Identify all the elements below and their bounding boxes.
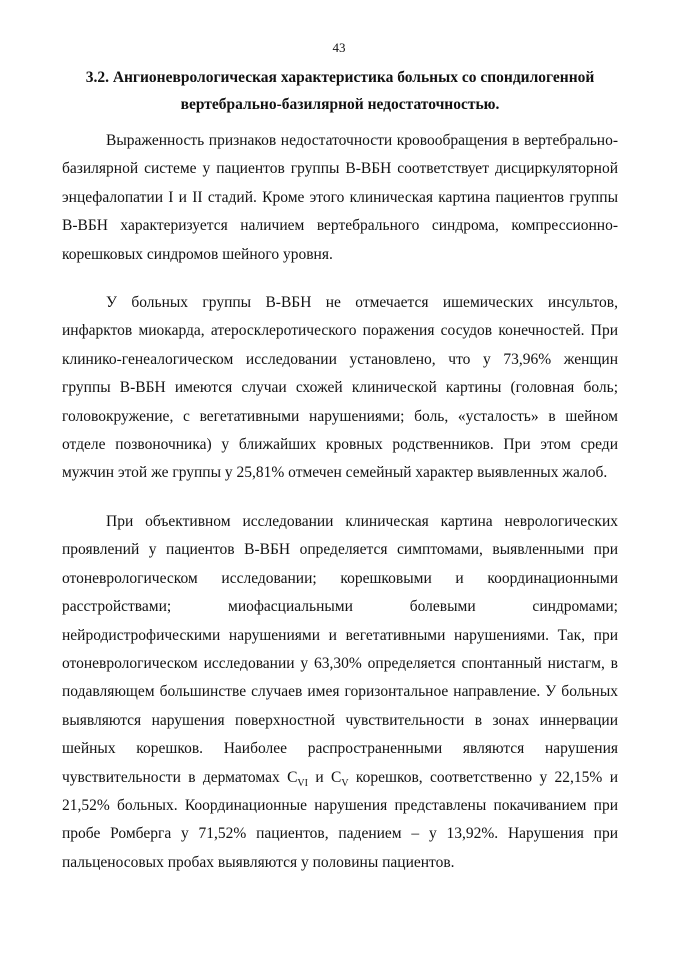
body-text [62, 127, 618, 877]
paragraph-1: Выраженность признаков недостаточности кровообращения в вертебрально-базилярной системе у пациентов группы В-ВБН соответствует дисциркуляторной энцефалопатии I и II стадий. Кроме этого клиническая картина пациентов группы В-ВБН характеризуется наличием вертебрального синдрома, компрессионно-корешковых синдромов шейного уровня. [62, 132, 618, 263]
paragraph-3-text-a: При объективном исследовании клиническая картина неврологических проявлений у пациентов В-ВБН определяется симптомами, выявленными при отоневрологическом исследовании; корешковыми и координационными расстройствами; миофасциальными болевыми синдромами; нейродистрофическими нарушениями и вегетативными нарушениями. Так, при отоневрологическом исследовании у 63,30% определяется спонтанный нистагм, в подавляющем большинстве случаев имея горизонтальное направление. У больных выявляются нарушения поверхностной чувствительности в зонах иннервации шейных корешков. Наиболее распространенными являются нарушения чувствительности в дерматомах C [62, 512, 618, 786]
section-heading-line-1: 3.2. Ангионеврологическая характеристика больных со спондилогенной [85, 69, 595, 86]
subscript-v: V [341, 777, 349, 789]
paragraph-3 [62, 508, 618, 877]
subscript-vi: VI [297, 777, 308, 789]
section-heading [60, 64, 620, 118]
paragraph-2: У больных группы В-ВБН не отмечается ишемических инсультов, инфарктов миокарда, атеросклеротического поражения сосудов конечностей. При клинико-генеалогическом исследовании установлено, что у 73,96% женщин группы В-ВБН имеются случаи схожей клинической картины (головная боль; головокружение, с вегетативными нарушениями; боль, «усталость» в шейном отделе позвоночника) у ближайших кровных родственников. При этом среди мужчин этой же группы у 25,81% отмечен семейный характер выявленных жалоб. [62, 294, 618, 482]
paragraph-3-text-c: корешков, соответственно у 22,15% и 21,52% больных. Координационные нарушения представлены покачиванием при пробе Ромберга у 71,52% пациентов, падением – у 13,92%. Нарушения при пальценосовых пробах выявляются у половины пациентов. [62, 768, 618, 871]
page-number: 43 [332, 40, 346, 55]
paragraph-3-text-b: и C [307, 768, 342, 786]
section-heading-line-2: вертебрально-базилярной недостаточностью. [180, 96, 500, 113]
